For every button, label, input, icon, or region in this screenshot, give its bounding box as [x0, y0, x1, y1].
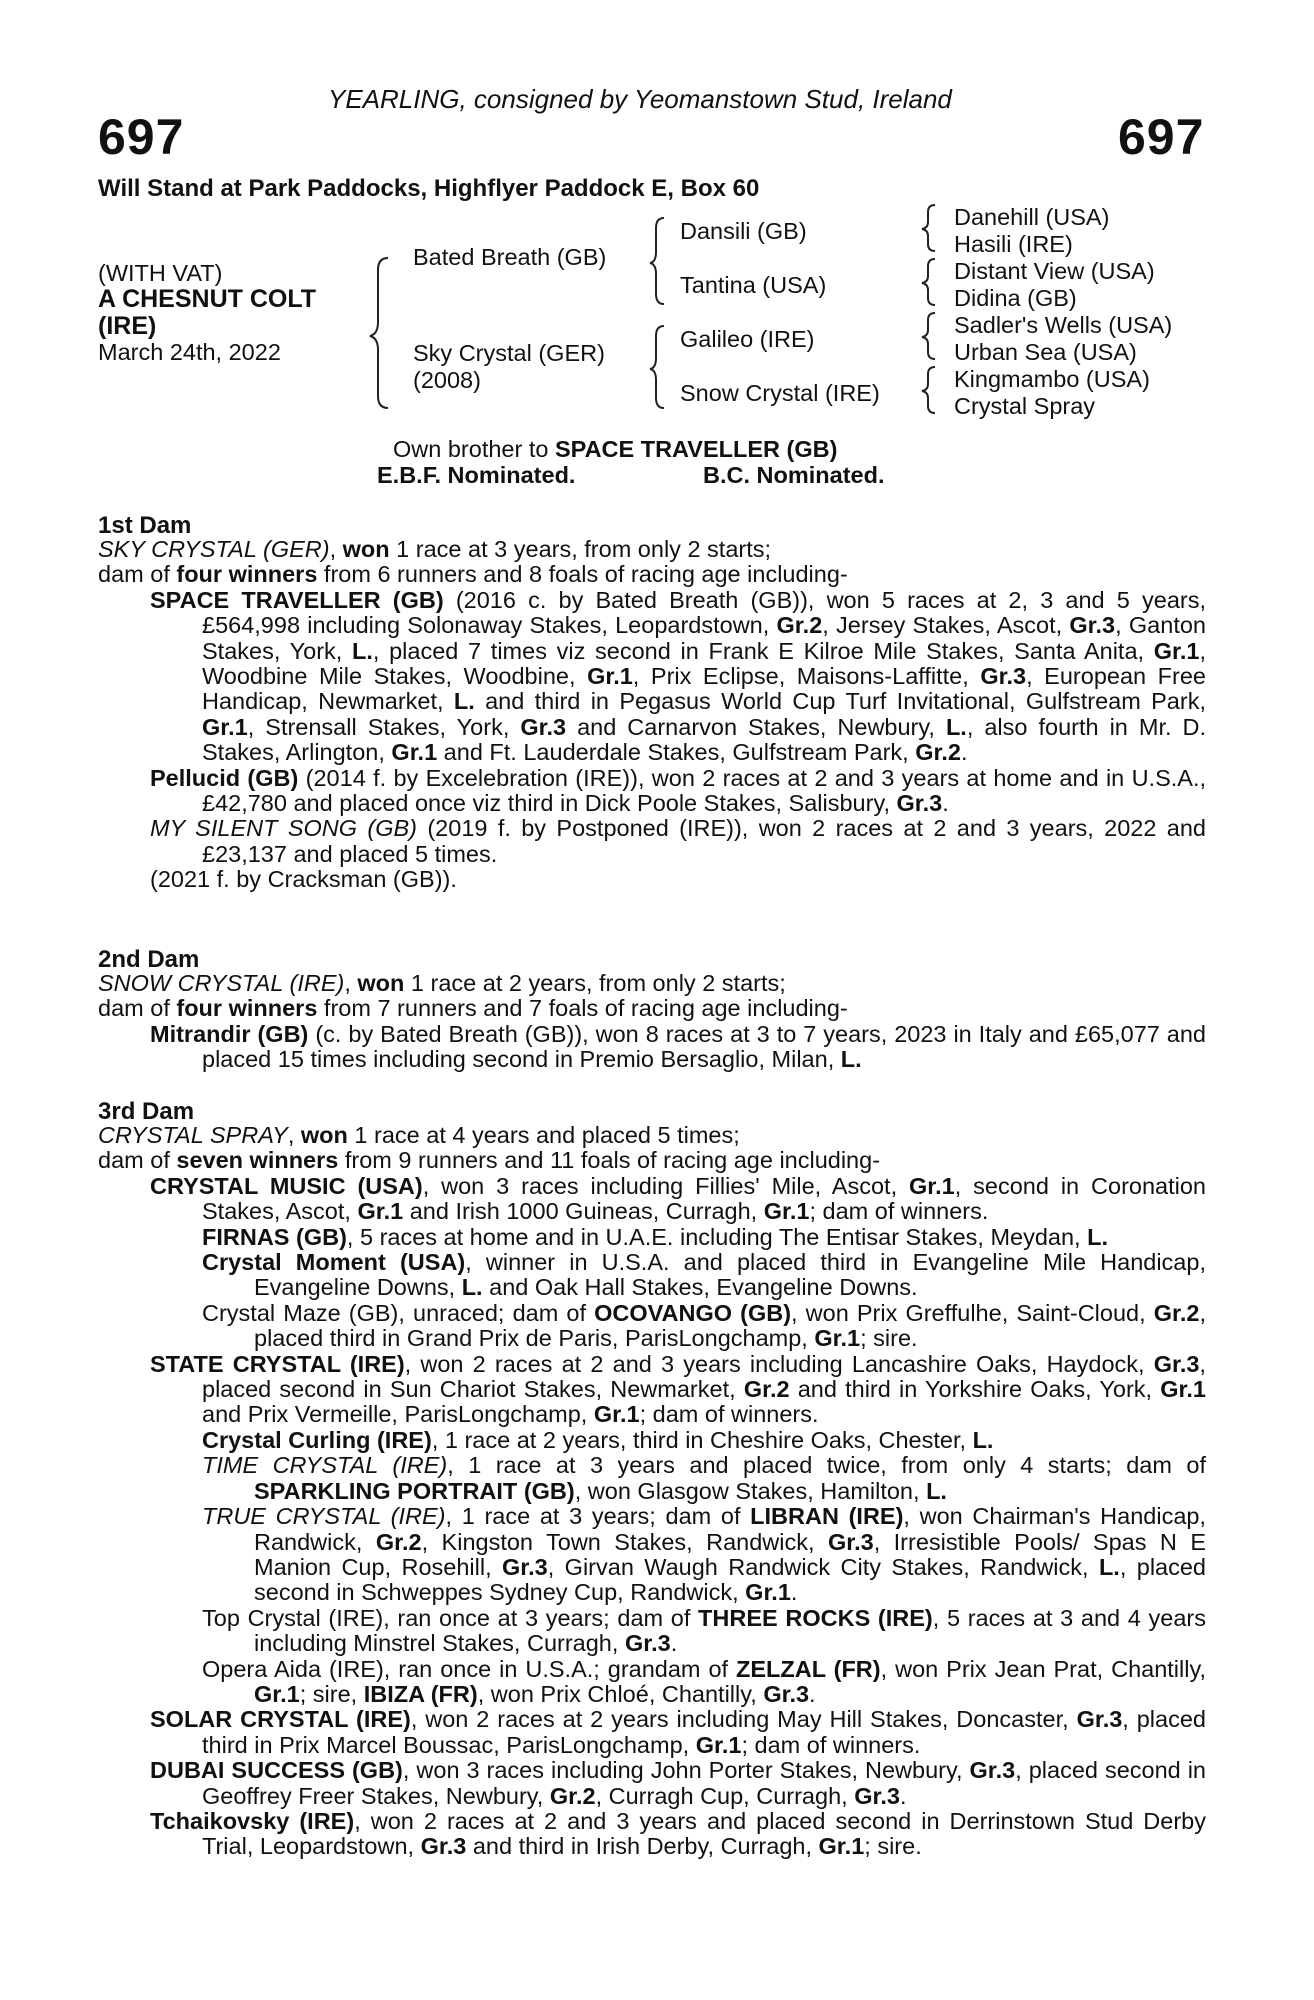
first-dam-intro: SKY CRYSTAL (GER), won 1 race at 3 years, from only 2 starts; dam of four winners from 6 runners and 8 foals of racing age including- [98, 536, 848, 588]
third-dam-text [98, 1123, 1206, 1860]
produce-true-crystal: TRUE CRYSTAL (IRE), 1 race at 3 years; dam of LIBRAN (IRE), won Chairman's Handicap, Randwick, Gr.2, Kingston Town Stakes, Randwick, Gr.3, Irresistible Pools/ Spas N E Manion Cup, Rosehill, Gr.3, Girvan Waugh Randwick City Stakes, Randwick, L., placed second in Schweppes Sydney Cup, Randwick, Gr.1. [202, 1503, 1207, 1606]
produce-mitrandir: Mitrandir (GB) (c. by Bated Breath (GB)), won 8 races at 3 to 7 years, 2023 in Italy and £65,077 and placed 15 times including second in Premio Bersaglio, Milan, L. [150, 1020, 1206, 1073]
third-dam-intro: CRYSTAL SPRAY, won 1 race at 4 years and placed 5 times; dam of seven winners from 9 runners and 11 foals of racing age including- [98, 1122, 881, 1174]
produce-crystal-curling: Crystal Curling (IRE), 1 race at 2 years, third in Cheshire Oaks, Chester, L. [202, 1426, 994, 1453]
horse-name: A CHESNUT COLT [98, 285, 317, 313]
second-dam-text [98, 971, 1206, 1073]
own-brother-prefix: Own brother to [393, 436, 555, 462]
horse-country: (IRE) [98, 312, 157, 340]
pedigree-dam-year: (2008) [413, 367, 481, 393]
pedigree-g3-6: Urban Sea (USA) [954, 339, 1137, 365]
pedigree-dam-dam: Snow Crystal (IRE) [680, 380, 880, 406]
pedigree-g3-3: Distant View (USA) [954, 258, 1155, 284]
stand-location: Will Stand at Park Paddocks, Highflyer Paddock E, Box 60 [98, 175, 760, 202]
produce-crystal-music: CRYSTAL MUSIC (USA), won 3 races including Fillies' Mile, Ascot, Gr.1, second in Coronation Stakes, Ascot, Gr.1 and Irish 1000 Guineas, Curragh, Gr.1; dam of winners. [150, 1172, 1206, 1225]
pedigree-g3-2: Hasili (IRE) [954, 231, 1073, 257]
first-dam-text [98, 537, 1206, 893]
produce-crystal-maze: Crystal Maze (GB), unraced; dam of OCOVANGO (GB), won Prix Greffulhe, Saint-Cloud, Gr.2, placed third in Grand Prix de Paris, ParisLongchamp, Gr.1; sire. [202, 1299, 1207, 1352]
produce-top-crystal: Top Crystal (IRE), ran once at 3 years; dam of THREE ROCKS (IRE), 5 races at 3 and 4 years including Minstrel Stakes, Curragh, Gr.3. [202, 1604, 1206, 1657]
pedigree-dam-sire: Galileo (IRE) [680, 326, 815, 352]
produce-opera-aida: Opera Aida (IRE), ran once in U.S.A.; grandam of ZELZAL (FR), won Prix Jean Prat, Chantilly, Gr.1; sire, IBIZA (FR), won Prix Chloé, Chantilly, Gr.3. [202, 1655, 1206, 1707]
second-dam-intro: SNOW CRYSTAL (IRE), won 1 race at 2 years, from only 2 starts; dam of four winners from 7 runners and 7 foals of racing age including- [98, 970, 848, 1022]
bc-nominated: B.C. Nominated. [703, 462, 885, 488]
produce-state-crystal: STATE CRYSTAL (IRE), won 2 races at 2 and 3 years including Lancashire Oaks, Haydock, Gr.3, placed second in Sun Chariot Stakes, Newmarket, Gr.2 and third in Yorkshire Oaks, York, Gr.1 and Prix Vermeille, ParisLongchamp, Gr.1; dam of winners. [150, 1350, 1206, 1428]
first-dam-heading: 1st Dam [98, 512, 192, 539]
produce-space-traveller: SPACE TRAVELLER (GB) (2016 c. by Bated Breath (GB)), won 5 races at 2, 3 and 5 years, £564,998 including Solonaway Stakes, Leopardstown, Gr.2, Jersey Stakes, Ascot, Gr.3, Ganton Stakes, York, L., placed 7 times viz second in Frank E Kilroe Mile Stakes, Santa Anita, Gr.1, Woodbine Mile Stakes, Woodbine, Gr.1, Prix Eclipse, Maisons-Laffitte, Gr.3, European Free Handicap, Newmarket, L. and third in Pegasus World Cup Turf Invitational, Gulfstream Park, Gr.1, Strensall Stakes, York, Gr.3 and Carnarvon Stakes, Newbury, L., also fourth in Mr. D. Stakes, Arlington, Gr.1 and Ft. Lauderdale Stakes, Gulfstream Park, Gr.2. [150, 586, 1207, 766]
produce-crystal-moment: Crystal Moment (USA), winner in U.S.A. and placed third in Evangeline Mile Handicap, Evangeline Downs, L. and Oak Hall Stakes, Evangeline Downs. [202, 1249, 1206, 1301]
pedigree-g3-4: Didina (GB) [954, 285, 1077, 311]
own-brother-name: SPACE TRAVELLER (GB) [554, 436, 838, 462]
ebf-nominated: E.B.F. Nominated. [377, 462, 576, 488]
second-dam-heading: 2nd Dam [98, 946, 200, 973]
produce-pellucid: Pellucid (GB) (2014 f. by Excelebration (IRE)), won 2 races at 2 and 3 years at home and in U.S.A., £42,780 and placed once viz third in Dick Poole Stakes, Salisbury, Gr.3. [150, 764, 1207, 817]
foaling-date: March 24th, 2022 [98, 339, 281, 365]
pedigree-g3-1: Danehill (USA) [954, 204, 1110, 230]
pedigree-sire: Bated Breath (GB) [413, 244, 607, 270]
vat-note: (WITH VAT) [98, 260, 223, 286]
pedigree-g3-8: Crystal Spray [954, 393, 1096, 419]
catalogue-subtitle: YEARLING, consigned by Yeomanstown Stud, Ireland [328, 84, 952, 114]
produce-2021: (2021 f. by Cracksman (GB)). [150, 866, 457, 893]
produce-solar-crystal: SOLAR CRYSTAL (IRE), won 2 races at 2 years including May Hill Stakes, Doncaster, Gr.3, placed third in Prix Marcel Boussac, ParisLongchamp, Gr.1; dam of winners. [150, 1706, 1206, 1758]
pedigree-sire-dam: Tantina (USA) [680, 272, 827, 298]
own-brother-note [393, 436, 837, 463]
produce-my-silent-song: MY SILENT SONG (GB) (2019 f. by Postponed (IRE)), won 2 races at 2 and 3 years, 2022 and £23,137 and placed 5 times. [150, 815, 1207, 867]
pedigree-g3-5: Sadler's Wells (USA) [954, 312, 1173, 338]
produce-time-crystal: TIME CRYSTAL (IRE), 1 race at 3 years and placed twice, from only 4 starts; dam of SPARKLING PORTRAIT (GB), won Glasgow Stakes, Hamilton, L. [202, 1452, 1206, 1504]
third-dam-heading: 3rd Dam [98, 1098, 195, 1125]
produce-dubai-success: DUBAI SUCCESS (GB), won 3 races including John Porter Stakes, Newbury, Gr.3, placed second in Geoffrey Freer Stakes, Newbury, Gr.2, Curragh Cup, Curragh, Gr.3. [150, 1757, 1207, 1809]
pedigree-sire-sire: Dansili (GB) [680, 218, 807, 244]
produce-tchaikovsky: Tchaikovsky (IRE), won 2 races at 2 and 3 years and placed second in Derrinstown Stud Derby Trial, Leopardstown, Gr.3 and third in Irish Derby, Curragh, Gr.1; sire. [150, 1807, 1206, 1860]
produce-firnas: FIRNAS (GB), 5 races at home and in U.A.E. including The Entisar Stakes, Meydan, L. [202, 1223, 1109, 1250]
lot-number-right: 697 [1118, 109, 1205, 165]
lot-number-left: 697 [98, 109, 185, 165]
pedigree-dam: Sky Crystal (GER) [413, 340, 605, 366]
pedigree-g3-7: Kingmambo (USA) [954, 366, 1150, 392]
